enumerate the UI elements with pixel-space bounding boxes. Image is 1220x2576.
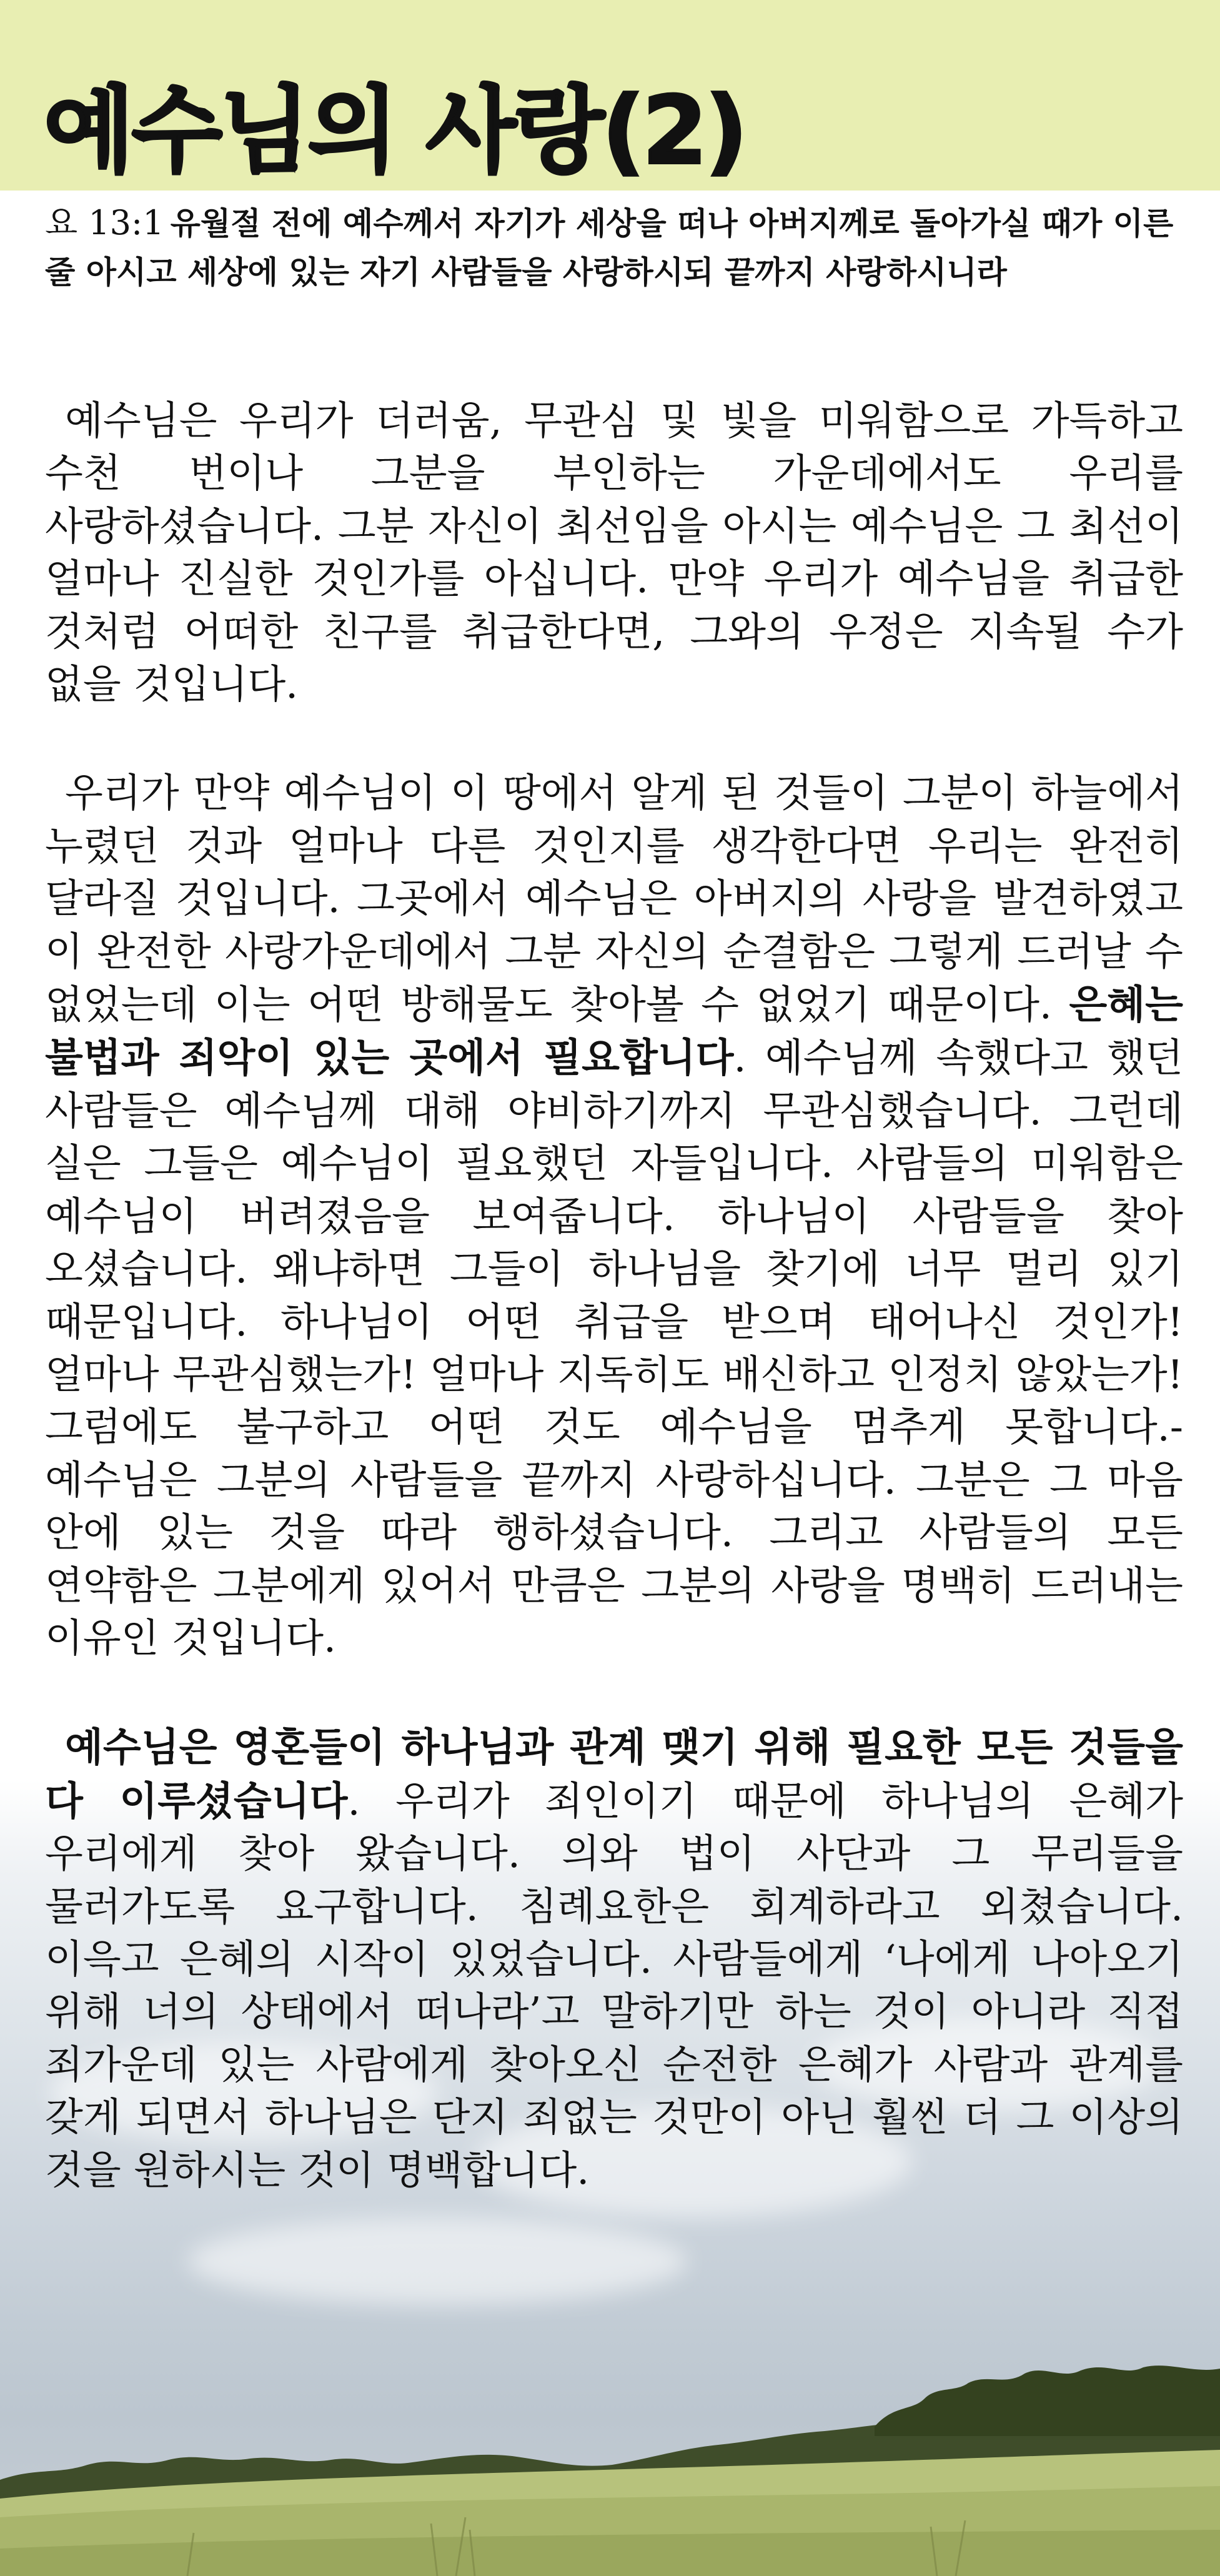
paragraph-2-text-rest: . 예수님께 속했다고 했던 사람들은 예수님께 대해 야비하기까지 무관심했습니다. 그런데 실은 그들은 예수님이 필요했던 자들입니다. 사람들의 미워함은 예수님이 버려졌음을 보여줍니다. 하나님이 사람들을 찾아 오셨습니다. 왜냐하면 그들이 하나님을 찾기에 너무 멀리 있기 때문입니다. 하나님이 어떤 취급을 받으며 태어나신 것인가! 얼마나 무관심했는가! 얼마나 지독히도 배신하고 인정치 않았는가! 그럼에도 불구하고 어떤 것도 예수님을 멈추게 못합니다.- 예수님은 그분의 사람들을 끝까지 사랑하십니다. 그분은 그 마음 안에 있는 것을 따라 행하셨습니다. 그리고 사람들의 모든 연약함은 그분에게 있어서 만큼은 그분의 사랑을 명백히 드러내는 이유인 것입니다. [45,1035,1183,1661]
paragraph-1-text: 예수님은 우리가 더러움, 무관심 및 빛을 미워함으로 가득하고 수천 번이나 그분을 부인하는 가운데에서도 우리를 사랑하셨습니다. 그분 자신이 최선임을 아시는 예수님은 그 최선이 얼마나 진실한 것인가를 아십니다. 만약 우리가 예수님을 취급한 것처럼 어떠한 친구를 취급한다면, 그와의 우정은 지속될 수가 없을 것입니다. [45,398,1183,708]
paragraph-2 [45,767,1183,1665]
body-text [45,395,1183,2253]
paragraph-1 [45,395,1183,711]
verse-text: 유월절 전에 예수께서 자기가 세상을 떠나 아버지께로 돌아가실 때가 이른 줄 아시고 세상에 있는 자기 사람들을 사랑하시되 끝까지 사랑하시니라 [45,206,1174,290]
paragraph-2-text: 우리가 만약 예수님이 이 땅에서 알게 된 것들이 그분이 하늘에서 누렸던 것과 얼마나 다른 것인지를 생각한다면 우리는 완전히 달라질 것입니다. 그곳에서 예수님은 아버지의 사랑을 발견하였고 이 완전한 사랑가운데에서 그분 자신의 순결함은 그렇게 드러날 수 없었는데 이는 어떤 방해물도 찾아볼 수 없었기 때문이다. [45,770,1183,1028]
page-title: 예수님의 사랑(2) [44,77,746,186]
paragraph-3 [45,1721,1183,2197]
scripture-verse [45,199,1183,297]
paragraph-3-text: . 우리가 죄인이기 때문에 하나님의 은혜가 우리에게 찾아 왔습니다. 의와 법이 사단과 그 무리들을 물러가도록 요구합니다. 침례요한은 회계하라고 외쳤습니다. 이윽고 은혜의 시작이 있었습니다. 사람들에게 ‘나에게 나아오기 위해 너의 상태에서 떠나라’고 말하기만 하는 것이 아니라 직접 죄가운데 있는 사람에게 찾아오신 순전한 은혜가 사람과 관계를 갖게 되면서 하나님은 단지 죄없는 것만이 아닌 훨씬 더 그 이상의 것을 원하시는 것이 명백합니다. [45,1778,1183,2193]
paragraph-3-emphasis: 예수님은 영혼들이 하나님과 관계 맺기 위해 필요한 모든 것들을 다 이루셨습니다 [45,1724,1183,1824]
paragraph-2-emphasis: 은혜는 불법과 죄악이 있는 곳에서 필요합니다 [45,981,1183,1081]
verse-reference: 요 13:1 [45,203,164,242]
field-landscape-image [0,2311,1220,2576]
